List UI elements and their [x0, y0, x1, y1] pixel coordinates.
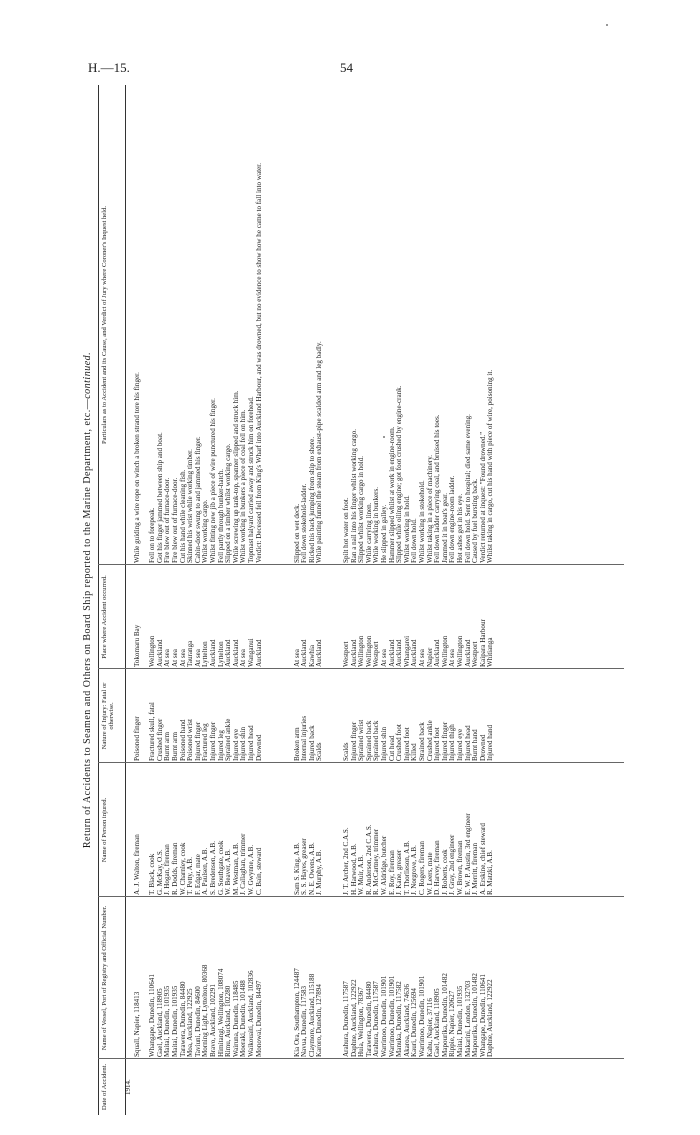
person-cell: J. Gray, 2nd engineer [448, 834, 457, 895]
particulars-cell: Fell down hold. [410, 518, 419, 563]
place-cell: Napier [425, 647, 434, 667]
particulars-cell: While guiding a wire rope on winch a broken strand tore his finger. [133, 372, 141, 563]
person-cell: J. Kane, greaser [395, 849, 404, 895]
place-cell: Westport [471, 641, 480, 667]
person-cell: W. Muir, A.B. [357, 854, 366, 895]
table-row [480, 85, 488, 1115]
vessel-cell: Maitai, Dunedin, 101935 [456, 985, 464, 1057]
particulars-cell: Hot ashes got in his eye. [456, 493, 464, 563]
particulars-cell: Fell down stokehold-ladder. [300, 483, 309, 563]
vessel-cell: Arahura, Dunedin, 117587 [372, 981, 381, 1057]
injury-cell: Crushed finger [155, 718, 164, 761]
place-cell: Lyttelton [216, 641, 225, 667]
particulars-cell: Spilt hot water on foot. [342, 497, 350, 563]
person-cell: A. Paulsen, A.B. [201, 847, 210, 895]
injury-cell: Fractured leg [201, 723, 210, 761]
injury-cell: Injured thigh [448, 724, 457, 761]
table-row [389, 85, 397, 1115]
vessel-cell: Bravo, Auckland, 102291 [209, 984, 217, 1057]
person-cell: W. Brown, fireman [456, 840, 464, 895]
place-cell: Auckland [231, 639, 240, 667]
vessel-cell: Gael, Auckland, 118905 [155, 988, 164, 1057]
person-cell: E. Roy, fireman [387, 850, 396, 895]
injury-cell: Internal injuries [300, 715, 309, 761]
table-row [411, 85, 419, 1115]
vessel-cell: Warrimoo, Dunedin, 101901 [380, 975, 388, 1057]
place-cell: At sea [418, 649, 426, 667]
particulars-cell: While painting funnel the steam from exhaust-pipe scalded arm and leg badly. [315, 341, 324, 563]
injury-cell: Injured eye [456, 728, 464, 761]
place-cell: Auckland [433, 639, 442, 667]
place-cell: Wellington [357, 635, 366, 667]
vessel-cell: Whangape, Dunedin, 110641 [478, 974, 487, 1057]
place-cell: Tauranga [186, 640, 195, 667]
table-row [358, 85, 366, 1115]
vessel-cell: Monowai, Dunedin, 84497 [254, 980, 263, 1057]
table-row [218, 85, 226, 1115]
particulars-cell: Jammed it in boat's gear. [440, 492, 449, 563]
vessel-cell: Tarawera, Dunedin, 84480 [178, 981, 187, 1057]
vessel-cell: Squall, Napier, 118413 [133, 991, 141, 1057]
page-number: 54 [340, 60, 353, 75]
speck [606, 24, 608, 26]
table-row [465, 85, 473, 1115]
place-cell: Wellington [364, 635, 373, 667]
table-row [351, 85, 359, 1115]
injury-cell: Poisoned wrist [186, 719, 195, 761]
place-cell: Auckland [224, 639, 233, 667]
person-cell: R. Dodds, fireman [171, 842, 179, 895]
person-cell: W. Aldridge, butcher [380, 835, 388, 895]
injury-cell: Injured finger [193, 721, 202, 761]
table-row [419, 85, 427, 1115]
particulars-cell: Fell down ladder carrying coal, and bruised his toes. [433, 414, 442, 563]
person-cell: H. Harwood, A.B. [349, 843, 358, 895]
col-header-vessel: Name of Vessel, Port of Registry and Official Number. [101, 905, 108, 1051]
table-row [404, 85, 412, 1115]
place-cell: At sea [163, 649, 172, 667]
injury-cell: Killed [410, 743, 419, 761]
particulars-cell: Whilst taking in a piece of machinery. [425, 454, 434, 563]
injury-cell: Injured finger [440, 721, 449, 761]
particulars-cell: Slipped while oiling engine; got foot crushed by engine-crank. [395, 385, 404, 563]
injury-cell: Injured shin [239, 726, 248, 761]
vessel-cell: Maitai, Dunedin, 101935 [171, 985, 179, 1057]
injury-cell: Injured head [463, 725, 472, 761]
place-cell: At sea [448, 649, 457, 667]
particulars-cell: Got his finger jammed between ship and boat. [155, 432, 164, 563]
person-cell: N. E. Owens, A.B. [307, 842, 316, 895]
particulars-cell: Whilst working in stokehold. [418, 480, 426, 563]
particulars-cell: Ricked his back jumping from ship to shore. [307, 436, 316, 563]
particulars-cell: He slipped in galley. [380, 504, 388, 563]
injury-cell: Scalds [315, 742, 324, 761]
col-header-particulars: Particulars as to Accident and its Cause, and Verdict of Jury where Coroner's Inquest held. [101, 206, 108, 445]
vessel-cell: Himitangi, Wellington, 108074 [216, 968, 225, 1057]
place-cell: Wanganui [247, 638, 255, 667]
vessel-cell: Akaroa, Auckland, 74636 [402, 984, 411, 1057]
person-cell: M. Westman, A.B. [231, 842, 240, 895]
person-cell: J. T. Archer, 2nd C.A.S. [342, 827, 350, 895]
vessel-cell: Claymore, Auckland, 115188 [307, 973, 316, 1057]
person-cell: A. Erskine, chief steward [478, 823, 487, 895]
injury-cell: Sprained wrist [357, 719, 366, 761]
table-row [240, 85, 248, 1115]
particulars-cell: Whilst taking in cargo, cut his hand with piece of wire, poisoning it. [486, 369, 495, 563]
table-row [472, 85, 480, 1115]
vessel-cell: Morning Light, Lyttelton, 80368 [201, 964, 210, 1057]
particulars-cell: Slipped on a timber whilst working cargo. [224, 443, 233, 563]
title-continued: continued. [82, 351, 93, 399]
particulars-cell: Whilst fitting new jib a piece of wire punctured his finger. [209, 398, 217, 563]
place-cell: At sea [239, 649, 248, 667]
injury-cell: Sprained back [372, 720, 381, 761]
vessel-cell: Wairuna, Dunedin, 118485 [231, 980, 240, 1057]
particulars-cell: Fell partly through bunker-hatch. [216, 468, 225, 563]
vessel-cell: Mapourika, Dunedin, 101482 [440, 973, 449, 1057]
vessel-cell: Daphne, Auckland, 122922 [486, 979, 495, 1057]
rotated-table-content [84, 85, 624, 1115]
place-cell: Auckland [463, 639, 472, 667]
place-cell: Wellington [440, 635, 449, 667]
table-row [172, 85, 180, 1115]
table-row [195, 85, 203, 1115]
table-row [187, 85, 195, 1115]
injury-cell: Drowned [254, 734, 263, 761]
vessel-cell: Maitai, Dunedin, 101935 [163, 985, 172, 1057]
place-cell: Whangarei [402, 635, 411, 667]
title-text: Return of Accidents to Seamen and Others on Board Ship reported to the Marine Department, etc.— [82, 398, 93, 849]
injury-cell: Scalds [342, 742, 350, 761]
injury-cell: Sprained back [364, 720, 373, 761]
injury-cell: Burnt arm [171, 732, 179, 761]
particulars-cell: Slipped on wet deck. [292, 503, 301, 563]
vessel-cell: Kauri, Dunedin, 125694 [410, 988, 419, 1057]
particulars-cell: Verdict returned at inquest: "Found drowned." [478, 431, 487, 563]
place-cell: At sea [193, 649, 202, 667]
particulars-cell: Fell down hold. Sent to hospital; died same evening. [463, 414, 472, 563]
table-row [396, 85, 404, 1115]
particulars-cell: Fell down engine-room ladder. [448, 475, 457, 563]
place-cell: Auckland [395, 639, 404, 667]
person-cell: A. J. Walton, fireman [133, 834, 141, 895]
place-cell: At sea [292, 649, 301, 667]
injury-cell: Injured foot [433, 727, 442, 761]
person-cell: C. Rogers, fireman [418, 841, 426, 895]
particulars-cell: Ran a nail into his finger whilst working cargo. [349, 428, 358, 563]
person-cell: T. Thorlieson, A.B. [402, 840, 411, 895]
injury-cell: Injured leg [216, 730, 225, 761]
accident-return-table [84, 85, 624, 1115]
place-cell: Auckland [300, 639, 309, 667]
vessel-cell: Makarini, London, 132703 [463, 980, 472, 1057]
injury-cell: Injured shin [380, 726, 388, 761]
table-row [225, 85, 233, 1115]
person-cell: J. Roberts, cook [440, 849, 449, 895]
particulars-cell: Cut his hand while cleaning fish. [178, 469, 187, 563]
table-row [381, 85, 389, 1115]
table-row [134, 85, 149, 1115]
place-cell: Auckland [410, 639, 419, 667]
particulars-cell: Fire blew out of furnace-door. [163, 477, 172, 563]
person-cell: S. S. Hayes, greaser [300, 838, 309, 895]
person-cell: E. W. P. Austin, 3rd engineer [463, 813, 472, 895]
place-cell: Auckland [254, 639, 263, 667]
vessel-cell: Moeraki, Dunedin, 101488 [239, 980, 248, 1057]
vessel-cell: Warrimoo, Dunedin, 101901 [418, 975, 426, 1057]
person-cell: R. McCartney, trimmer [372, 828, 381, 895]
place-cell: At sea [380, 649, 388, 667]
table-row [449, 85, 457, 1115]
person-cell: W. Gwynne, A.B. [247, 844, 255, 895]
vessel-cell: Warrimoo, Dunedin, 101901 [387, 975, 396, 1057]
person-cell: J. Callaghan, trimmer [239, 833, 248, 895]
vessel-cell: Huia, Wellington, 78367 [357, 987, 366, 1057]
place-cell: At sea [171, 649, 179, 667]
vessel-cell: Navua, Dunedin, 117583 [300, 985, 309, 1057]
person-cell: T. Black, cook [148, 853, 157, 895]
injury-cell: Burnt arm [163, 732, 172, 761]
particulars-cell: Fire blew out of furnace-door. [171, 477, 179, 563]
vessel-cell: Arahura, Dunedin, 117587 [342, 981, 350, 1057]
table-row [210, 85, 218, 1115]
vessel-cell: Kahu, Napier, 37116 [425, 998, 434, 1057]
place-cell: Auckland [387, 639, 396, 667]
particulars-cell: Skinned his wrist while working timber. [186, 449, 195, 563]
person-cell: G. Southgate, cook [216, 840, 225, 895]
injury-cell: Crushed foot [395, 724, 404, 761]
vessel-cell: Tarawera, Dunedin, 84480 [364, 981, 373, 1057]
injury-cell: Burnt hand [471, 729, 480, 761]
vessel-cell: Karoro, Dunedin, 127894 [315, 984, 324, 1057]
particulars-cell: Whilst working in hold. [402, 495, 411, 563]
place-cell: Auckland [349, 639, 358, 667]
year-label: 1914. [124, 1079, 132, 1095]
table-row [442, 85, 450, 1115]
table-row [149, 85, 157, 1115]
injury-cell: Injured finger [349, 721, 358, 761]
injury-cell: Injured foot [402, 727, 411, 761]
injury-cell: Injured head [247, 725, 255, 761]
vessel-cell: Taviuni, Dunedin, 84600 [193, 986, 202, 1057]
table-row [301, 85, 309, 1115]
particulars-cell: Whilst working in bunkers a piece of coal fell on him. [239, 409, 248, 563]
person-cell: Sam S. King, A.B. [292, 842, 301, 895]
injury-cell: Injured hand [486, 724, 495, 761]
place-cell: Westport [342, 641, 350, 667]
injury-cell: Injured eye [231, 728, 240, 761]
vessel-cell: Kia Ora, Southampton, 124487 [292, 968, 301, 1057]
particulars-cell: Cabin-door swung to and jammed his finger. [193, 436, 202, 563]
table-row [487, 85, 502, 1115]
person-cell: G. McKay, O.S. [155, 849, 164, 895]
injury-cell: Sprained ankle [224, 718, 233, 761]
table-body [126, 85, 624, 1115]
injury-cell: Drowned [478, 734, 487, 761]
vessel-cell: Waikouaiti, Auckland, 102836 [247, 970, 255, 1057]
particulars-cell: Topmast halyard carried away and struck him on forehead. [247, 396, 255, 563]
col-header-place: Place where Accident occurred. [101, 575, 108, 659]
person-cell: W. Leers, mate [425, 852, 434, 895]
place-cell: Whitianga [486, 637, 495, 667]
table-row [366, 85, 374, 1115]
injury-cell: Poisoned finger [133, 716, 141, 761]
particulars-cell: While screwing up tank-top, spanner slipped and struck him. [231, 390, 240, 563]
person-cell: T. Petty, A.B. [186, 856, 195, 895]
table-row [343, 85, 351, 1115]
person-cell: W. Charnley, cook [178, 842, 187, 895]
vessel-cell: Gael, Auckland, 118905 [433, 988, 442, 1057]
injury-cell: Fractured skull, fatal [148, 702, 157, 761]
table-row [202, 85, 210, 1115]
table-row [427, 85, 435, 1115]
person-cell: J. Hogan, fireman [163, 844, 172, 895]
place-cell: Lyttelton [201, 641, 210, 667]
person-cell: D. Harvey, fireman [433, 840, 442, 895]
place-cell: At sea [178, 649, 187, 667]
vessel-cell: Moa, Auckland, 122925 [186, 988, 195, 1057]
particulars-cell: While carrying linen. [364, 502, 373, 563]
particulars-cell: Hammer slipped whilst at work in engine-room. [387, 426, 396, 563]
particulars-cell: Fell on to forepeak. [148, 507, 157, 563]
table-row [457, 85, 465, 1115]
place-cell: Wellington [148, 635, 157, 667]
vessel-cell: Whangape, Dunedin, 110641 [148, 974, 157, 1057]
col-header-person: Name of Person injured. [101, 797, 108, 863]
vessel-cell: Rimu, Auckland, 102280 [224, 985, 233, 1057]
person-cell: J. Norgrove, A.B. [410, 845, 419, 895]
injury-cell: Broken arm [292, 727, 301, 761]
particulars-cell: While working in bunkers. [372, 486, 381, 563]
injury-cell: Injured finger [209, 721, 217, 761]
person-cell: R. Anderson, 2nd C.A.S. [364, 824, 373, 895]
place-cell: Auckland [315, 639, 324, 667]
table-title [84, 85, 92, 1115]
table-row [164, 85, 172, 1115]
table-row [373, 85, 381, 1115]
place-cell: Kawhia [307, 644, 316, 667]
table-row [434, 85, 442, 1115]
col-header-injury: Nature of Injury: Fatal or otherwise. [101, 682, 115, 750]
place-cell: Wellington [456, 635, 464, 667]
injury-cell: Poisoned hand [178, 719, 187, 761]
particulars-cell: Whilst working cargo. [201, 499, 210, 563]
table-row [233, 85, 241, 1115]
vessel-cell: Daphne, Auckland, 122922 [349, 979, 358, 1057]
place-cell: Tokomaru Bay [133, 624, 141, 667]
column-headers [98, 85, 126, 1115]
table-row [256, 85, 279, 1115]
particulars-cell: Slipped whilst working cargo in hold. [357, 455, 366, 563]
table-row [157, 85, 165, 1115]
person-cell: C. Bain, steward [254, 847, 263, 895]
col-header-date: Date of Accident. [101, 1063, 108, 1111]
particulars-cell: Caused by fuel bursting back. [471, 478, 480, 563]
place-cell: Auckland [155, 639, 164, 667]
person-cell: J. Merritt, fireman [471, 842, 480, 895]
place-cell: Auckland [209, 639, 217, 667]
injury-cell: Cut head [387, 735, 396, 761]
table-row [309, 85, 317, 1115]
injury-cell: Injured back [307, 725, 316, 761]
person-cell: S. Bredensen, A.B. [209, 841, 217, 895]
table-row [180, 85, 188, 1115]
table-row [316, 85, 331, 1115]
vessel-cell: Manuka, Dunedin, 117582 [395, 981, 404, 1057]
person-cell: F. Edgar, mate [193, 854, 202, 895]
person-cell: J. Murphy, A.B. [315, 849, 324, 895]
vessel-cell: Mapourika, Dunedin, 101482 [471, 973, 480, 1057]
person-cell: W. Beaver, A.B. [224, 849, 233, 895]
place-cell: Westport [372, 641, 381, 667]
table-row [294, 85, 302, 1115]
place-cell: Kaipara Harbour [478, 619, 487, 667]
injury-cell: Crushed ankle [425, 720, 434, 761]
injury-cell: Strained back [418, 722, 426, 761]
person-cell: R. Matzki, A.B. [486, 850, 495, 895]
page-reference: H.—15. [88, 60, 130, 75]
particulars-cell: Verdict: Deceased fell from King's Wharf into Auckland Harbour, and was drowned, but no evidence to show how he came to fall into water. [254, 163, 263, 563]
vessel-cell: Rippie, Napier, 120627 [448, 990, 457, 1057]
